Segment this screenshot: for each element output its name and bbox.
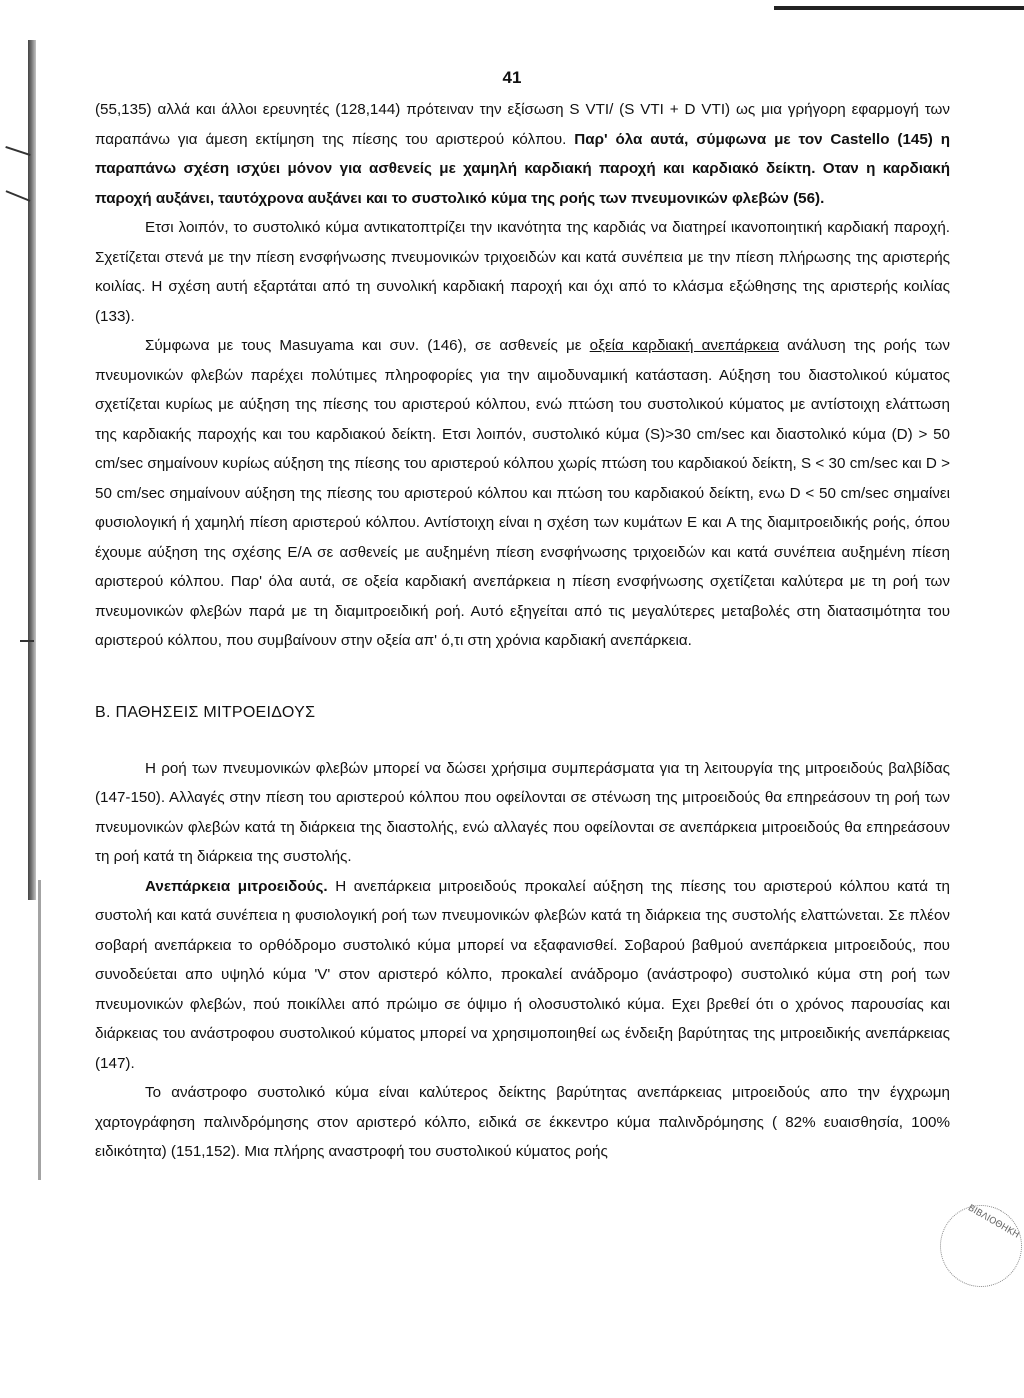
paragraph-label: Ανεπάρκεια μιτροειδούς.: [145, 877, 328, 895]
scan-mark: [6, 190, 31, 202]
section-b-paragraph-3: Το ανάστροφο συστολικό κύμα είναι καλύτερος δείκτης βαρύτητας ανεπάρκειας μιτροειδούς απο την έγχρωμη χαρτογράφηση παλινδρόμησης στον αριστερό κόλπο, ειδικά σε έκκεντρο κύμα παλινδρόμησης ( 82% ευαισθησία, 100% ειδικότητα) (151,152). Μια πλήρης αναστροφή του συστολικού κύματος ροής: [95, 1084, 950, 1160]
intro-paragraph-1-start: (55,135) αλλά και άλλοι ερευνητές (128,144) πρότειναν την εξίσωση S VTI/ (S VTI + D VTI) ως μια γρήγορη εφαρμογή των παραπάνω για άμεση εκτίμηση της πίεσης του αριστερού κόλπου.: [95, 101, 950, 148]
scan-top-rule: [774, 6, 1024, 10]
underlined-phrase: οξεία καρδιακή ανεπάρκεια: [589, 337, 779, 354]
section-b-paragraph-2-text: Η ανεπάρκεια μιτροειδούς προκαλεί αύξηση της πίεσης του αριστερού κόλπου κατά τη συστολή και κατά συνέπεια η φυσιολογική ροή των πνευμονικών φλεβών κατά τη διάρκεια της συστολής ελαττώνεται. Σε πλέον σοβαρή ανεπάρκεια το ορθόδρομο συστολικό κύμα μπορεί να εξαφανισθεί. Σοβαρού βαθμού ανεπάρκεια μιτροειδούς, που συνοδεύεται απο υψηλό κύμα 'V' στον αριστερό κόλπο, προκαλεί ανάδρομο (ανάστροφο) συστολικό κύμα στη ροή των πνευμονικών φλεβών, πού ποικίλλει από πρώιμο σε όψιμο ή ολοσυστολικό κύμα. Εχει βρεθεί ότι ο χρόνος παρουσίας και διάρκειας του ανάστροφου συστολικού κύματος μπορεί να χρησιμοποιηθεί ως ένδειξη βαρύτητας της μιτροειδικής ανεπάρκειας (147).: [95, 877, 950, 1072]
intro-paragraph-2: Ετσι λοιπόν, το συστολικό κύμα αντικατοπτρίζει την ικανότητα της καρδιάς να διατηρεί ικανοποιητική καρδιακή παροχή. Σχετίζεται στενά με την πίεση ενσφήνωσης πνευμονικών τριχοειδών και κατά συνέπεια με την πίεση πλήρωσης της αριστερής κοιλίας. Η σχέση αυτή εξαρτάται από τη συνολική καρδιακή παροχή και όχι από το κλάσμα εξώθησης της αριστερής κοιλίας (133).: [95, 219, 950, 325]
document-body: [95, 95, 950, 1167]
intro-paragraph-1: [95, 95, 950, 213]
intro-paragraph-3-start: Σύμφωνα με τους Masuyama και συν. (146), σε ασθενείς με: [145, 337, 590, 354]
library-stamp: [925, 1190, 1024, 1302]
intro-paragraph-1-bold: Παρ' όλα αυτά, σύμφωνα με τον Castello (145) η παραπάνω σχέση ισχύει μόνον για ασθενείς με χαμηλή καρδιακή παροχή και καρδιακό δείκτη. Οταν η καρδιακή παροχή αυξάνει, ταυτόχρονα αυξάνει και το συστολικό κύμα της ροής των πνευμονικών φλεβών (56).: [95, 130, 950, 207]
scan-mark: [20, 640, 34, 642]
library-stamp-text: ΒΙΒΛΙΟΘΗΚΗ: [966, 1203, 1021, 1241]
intro-paragraph-3: [95, 331, 950, 656]
scan-binding-shadow: [28, 40, 36, 900]
intro-paragraph-3-end: ανάλυση της ροής των πνευμονικών φλεβών παρέχει πολύτιμες πληροφορίες για την αιμοδυναμική κατάσταση. Αύξηση του διαστολικού κύματος σχετίζεται κυρίως με αύξηση της πίεσης του αριστερού κόλπου, ενώ πτώση του συστολικού κύματος με αντίστοιχη ελάττωση της καρδιακής παροχής και του καρδιακού δείκτη. Ετσι λοιπόν, συστολικό κύμα (S)>30 cm/sec και διαστολικό κύμα (D) > 50 cm/sec σημαίνουν κυρίως αύξηση της πίεσης του αριστερού κόλπου χωρίς πτώση του καρδιακού δείκτη, S < 30 cm/sec και D > 50 cm/sec σημαίνουν αύξηση της πίεσης του αριστερού κόλπου και πτώση του καρδιακού δείκτη, ενω D < 50 cm/sec σημαίνει φυσιολογική ή χαμηλή πίεση αριστερού κόλπου. Αντίστοιχη είναι η σχέση των κυμάτων E και A της διαμιτροειδικής ροής, όπου έχουμε αύξηση της σχέσης E/A σε ασθενείς με αυξημένη πίεση ενσφήνωσης τριχοειδών και κατά συνέπεια αυξημένη πίεση αριστερού κόλπου. Παρ' όλα αυτά, σε οξεία καρδιακή ανεπάρκεια η πίεση ενσφήνωσης σχετίζεται καλύτερα με τη ροή των πνευμονικών φλεβών παρά με τη διαμιτροειδική ροή. Αυτό εξηγείται από τις μεγαλύτερες μεταβολές στη διατασιμότητα του αριστερού κόλπου, που συμβαίνουν στην οξεία απ' ό,τι στη χρόνια καρδιακή ανεπάρκεια.: [95, 337, 951, 649]
page-number: 41: [502, 68, 522, 87]
section-heading: Β. ΠΑΘΗΣΕΙΣ ΜΙΤΡΟΕΙΔΟΥΣ: [95, 703, 316, 721]
section-b-paragraph-1: Η ροή των πνευμονικών φλεβών μπορεί να δώσει χρήσιμα συμπεράσματα για τη λειτουργία της μιτροειδούς βαλβίδας (147-150). Αλλαγές στην πίεση του αριστερού κόλπου που οφείλονται σε στένωση της μιτροειδούς θα επηρεάσουν τη ροή των πνευμονικών φλεβών κατά τη διάρκεια της διαστολής, ενώ αλλαγές που οφείλονται σε ανεπάρκεια μιτροειδούς θα επηρεάσουν τη ροή κατά τη διάρκεια της συστολής.: [95, 759, 950, 865]
scan-mark: [5, 146, 30, 156]
section-b-paragraph-2: [95, 872, 950, 1079]
scan-binding-shadow-lower: [38, 880, 41, 1180]
